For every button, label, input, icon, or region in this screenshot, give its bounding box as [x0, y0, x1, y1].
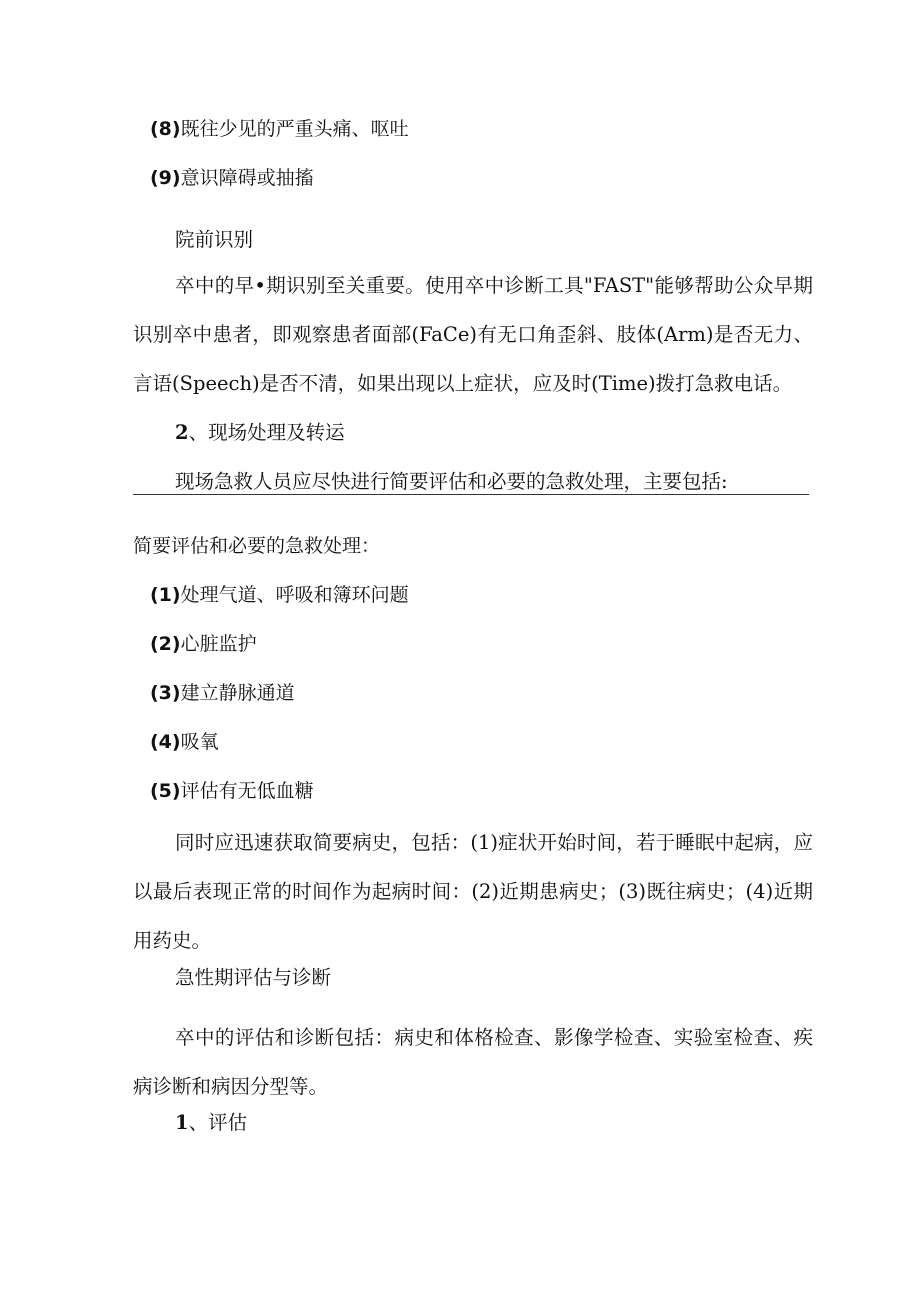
heading-number: 1 — [175, 1111, 189, 1134]
list-item-text: 意识障碍或抽搐 — [180, 167, 314, 189]
list-item-text: 吸氧 — [180, 731, 219, 753]
sub-heading-assessment — [175, 1110, 247, 1136]
section-heading-onsite — [175, 420, 345, 446]
list-item-text: 既往少见的严重头痛、呕吐 — [180, 118, 409, 140]
list-item-4 — [150, 730, 219, 754]
list-item-number: (2) — [150, 633, 181, 655]
list-item-number: (9) — [150, 167, 181, 189]
acute-paragraph: 卒中的评估和诊断包括：病史和体格检查、影像学检查、实验室检查、疾病诊断和病因分型等。 — [133, 1026, 813, 1098]
list-item-2 — [150, 632, 257, 656]
onsite-paragraph: 现场急救人员应尽快进行简要评估和必要的急救处理，主要包括: — [175, 470, 728, 493]
divider-line — [133, 494, 809, 495]
list-item-8 — [150, 117, 409, 141]
list-item-number: (1) — [150, 584, 181, 606]
section-heading-acute: 急性期评估与诊断 — [175, 966, 332, 989]
list-item-number: (8) — [150, 118, 181, 140]
list-item-number: (3) — [150, 682, 181, 704]
list-item-text: 心脏监护 — [180, 633, 257, 655]
history-paragraph: 同时应迅速获取简要病史，包括：(1)症状开始时间，若于睡眠中起病，应以最后表现正常的时间作为起病时间：(2)近期患病史；(3)既往病史；(4)近期用药史。 — [133, 831, 813, 952]
list-item-text: 评估有无低血糖 — [180, 780, 314, 802]
emergency-title: 简要评估和必要的急救处理： — [133, 535, 381, 557]
list-item-1 — [150, 583, 409, 607]
list-item-number: (4) — [150, 731, 181, 753]
list-item-text: 处理气道、呼吸和簿环问题 — [180, 584, 409, 606]
heading-number: 2 — [175, 421, 189, 444]
list-item-5 — [150, 779, 314, 803]
list-item-9 — [150, 166, 314, 190]
heading-text: 、现场处理及转运 — [188, 421, 345, 444]
list-item-text: 建立静脉通道 — [180, 682, 295, 704]
prehospital-paragraph: 卒中的早•期识别至关重要。使用卒中诊断工具"FAST"能够帮助公众早期识别卒中患者，即观察患者面部(FaCe)有无口角歪斜、肢体(Arm)是否无力、言语(Speech)是否不清，如果出现以上症状，应及时(Time)拨打急救电话。 — [133, 274, 813, 395]
list-item-3 — [150, 681, 295, 705]
list-item-number: (5) — [150, 780, 181, 802]
heading-text: 、评估 — [188, 1111, 248, 1134]
section-heading-prehospital: 院前识别 — [175, 228, 254, 251]
